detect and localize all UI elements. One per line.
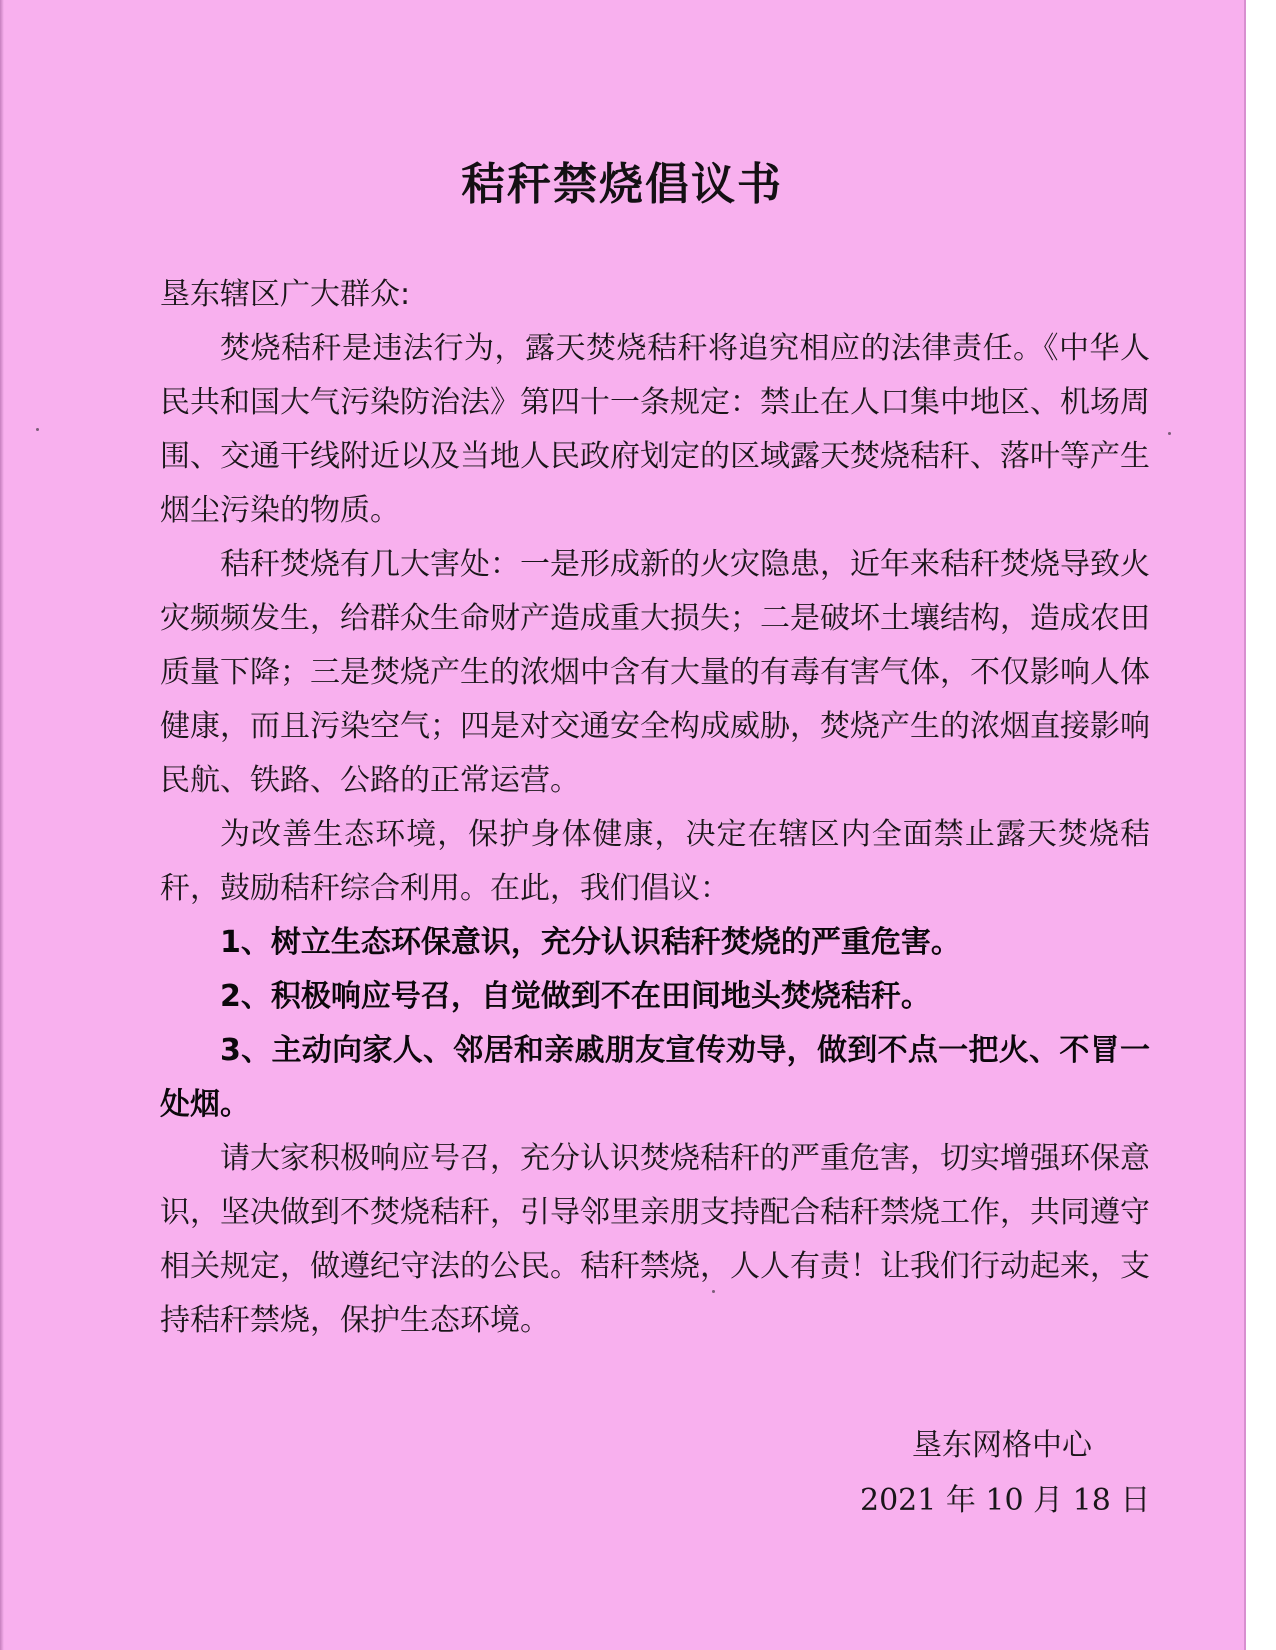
document-body	[160, 268, 1150, 1348]
scan-edge-shadow	[0, 0, 4, 1650]
signature-organization: 垦东网格中心	[912, 1428, 1092, 1463]
paragraph-legal-basis: 焚烧秸秆是违法行为，露天焚烧秸秆将追究相应的法律责任。《中华人民共和国大气污染防治法》第四十一条规定：禁止在人口集中地区、机场周围、交通干线附近以及当地人民政府划定的区域露天焚烧秸秆、落叶等产生烟尘污染的物质。	[160, 331, 1150, 528]
scan-speck	[1168, 432, 1171, 435]
document-title: 秸秆禁烧倡议书	[461, 159, 783, 210]
scan-speck	[36, 428, 39, 431]
scan-speck	[712, 1290, 715, 1293]
proposal-item: 1、树立生态环保意识，充分认识秸秆焚烧的严重危害。	[220, 925, 961, 960]
proposal-item: 3、主动向家人、邻居和亲戚朋友宣传劝导，做到不点一把火、不冒一处烟。	[160, 1033, 1150, 1122]
paragraph-harms: 秸秆焚烧有几大害处：一是形成新的火灾隐患，近年来秸秆焚烧导致火灾频频发生，给群众生命财产造成重大损失；二是破坏土壤结构，造成农田质量下降；三是焚烧产生的浓烟中含有大量的有毒有害气体，不仅影响人体健康，而且污染空气；四是对交通安全构成威胁，焚烧产生的浓烟直接影响民航、铁路、公路的正常运营。	[160, 547, 1150, 798]
signature-date: 2021 年 10 月 18 日	[860, 1483, 1151, 1518]
scan-margin	[1246, 0, 1276, 1650]
paragraph-decision: 为改善生态环境，保护身体健康，决定在辖区内全面禁止露天焚烧秸秆，鼓励秸秆综合利用。在此，我们倡议：	[160, 817, 1150, 906]
proposal-item: 2、积极响应号召，自觉做到不在田间地头焚烧秸秆。	[220, 979, 931, 1014]
salutation: 垦东辖区广大群众:	[160, 277, 411, 312]
paragraph-closing: 请大家积极响应号召，充分认识焚烧秸秆的严重危害，切实增强环保意识，坚决做到不焚烧秸秆，引导邻里亲朋支持配合秸秆禁烧工作，共同遵守相关规定，做遵纪守法的公民。秸秆禁烧，人人有责！让我们行动起来，支持秸秆禁烧，保护生态环境。	[160, 1141, 1150, 1338]
